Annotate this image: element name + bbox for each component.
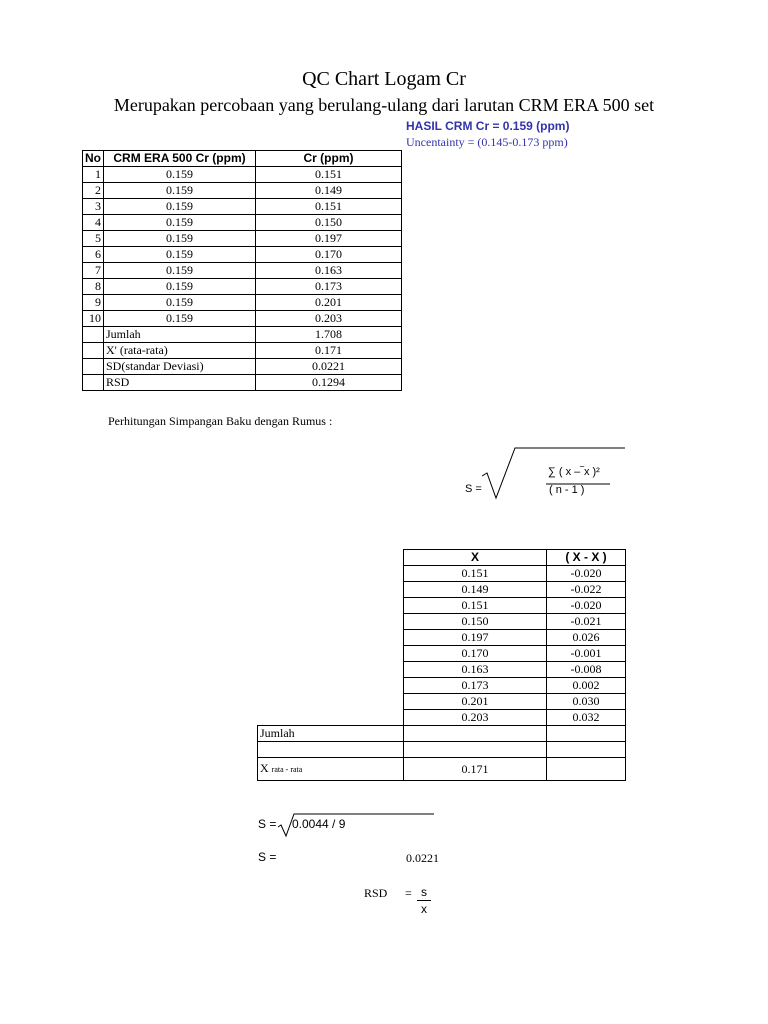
deviation-table [257, 549, 626, 781]
table-row [258, 598, 626, 614]
table-row [258, 646, 626, 662]
row-crm: 0.159 [104, 215, 256, 231]
table-row [83, 199, 402, 215]
calc-s-label: S = [258, 817, 277, 831]
empty-cell [258, 614, 404, 630]
table-header-row [258, 550, 626, 566]
page-subtitle: Merupakan percobaan yang berulang-ulang dari larutan CRM ERA 500 set [113, 95, 655, 115]
uncertainty-label: Uncentainty = (0.145-0.173 ppm) [406, 135, 568, 149]
table-row [83, 295, 402, 311]
summary-row [83, 327, 402, 343]
x-value: 0.203 [404, 710, 547, 726]
calc-s2-value: 0.0221 [406, 851, 439, 865]
empty-cell [83, 375, 104, 391]
table-row [83, 247, 402, 263]
table-row [83, 183, 402, 199]
summary-label: RSD [104, 375, 256, 391]
header-cr: Cr (ppm) [256, 151, 402, 167]
deviation-value: -0.022 [547, 582, 626, 598]
deviation-value: 0.002 [547, 678, 626, 694]
empty-cell [258, 630, 404, 646]
x-value: 0.197 [404, 630, 547, 646]
row-no: 7 [83, 263, 104, 279]
row-cr: 0.203 [256, 311, 402, 327]
empty-cell [258, 678, 404, 694]
table-row [258, 614, 626, 630]
table-row [258, 566, 626, 582]
summary-value: 0.1294 [256, 375, 402, 391]
summary-row [83, 343, 402, 359]
empty-cell [258, 598, 404, 614]
row-cr: 0.173 [256, 279, 402, 295]
row-cr: 0.197 [256, 231, 402, 247]
row-cr: 0.150 [256, 215, 402, 231]
row-crm: 0.159 [104, 311, 256, 327]
blank-cell [547, 742, 626, 758]
qc-data-table [82, 150, 402, 391]
empty-cell [83, 327, 104, 343]
deviation-value: 0.026 [547, 630, 626, 646]
table-row [258, 710, 626, 726]
xrata-x: X [260, 761, 269, 775]
deviation-value: 0.032 [547, 710, 626, 726]
x-value: 0.149 [404, 582, 547, 598]
summary-row [83, 359, 402, 375]
formula-s-label: S = [465, 483, 482, 495]
blank-cell [258, 742, 404, 758]
rsd-equals: = [405, 886, 412, 900]
table-row [83, 167, 402, 183]
empty-cell [258, 566, 404, 582]
calc-sqrt-content: 0.0044 / 9 [292, 817, 346, 831]
empty-cell [258, 646, 404, 662]
x-value: 0.163 [404, 662, 547, 678]
formula-denominator: ( n - 1 ) [549, 484, 585, 496]
row-cr: 0.149 [256, 183, 402, 199]
formula-numerator: ∑ ( x –‾x )² [548, 466, 600, 478]
rsd-fraction-line [417, 900, 431, 901]
row-crm: 0.159 [104, 167, 256, 183]
summary-label: Jumlah [104, 327, 256, 343]
jumlah-x-cell [404, 726, 547, 742]
row-cr: 0.163 [256, 263, 402, 279]
jumlah-row [258, 726, 626, 742]
row-cr: 0.170 [256, 247, 402, 263]
table-row [83, 231, 402, 247]
hasil-crm-label: HASIL CRM Cr = 0.159 (ppm) [406, 119, 570, 133]
x-value: 0.170 [404, 646, 547, 662]
row-no: 6 [83, 247, 104, 263]
jumlah-dev-cell [547, 726, 626, 742]
empty-cell [258, 694, 404, 710]
row-crm: 0.159 [104, 231, 256, 247]
row-no: 10 [83, 311, 104, 327]
header-crm: CRM ERA 500 Cr (ppm) [104, 151, 256, 167]
calc-s2-label: S = [258, 850, 277, 864]
xrata-value: 0.171 [404, 758, 547, 781]
empty-cell [258, 662, 404, 678]
table-row [83, 279, 402, 295]
row-no: 5 [83, 231, 104, 247]
row-no: 3 [83, 199, 104, 215]
header-x-minus-xbar: ( X - X ) [547, 550, 626, 566]
table-row [83, 311, 402, 327]
row-cr: 0.151 [256, 167, 402, 183]
summary-label: SD(standar Deviasi) [104, 359, 256, 375]
page-title: QC Chart Logam Cr [302, 68, 466, 90]
row-cr: 0.151 [256, 199, 402, 215]
row-no: 9 [83, 295, 104, 311]
summary-value: 1.708 [256, 327, 402, 343]
table-row [258, 582, 626, 598]
x-value: 0.201 [404, 694, 547, 710]
perhitungan-text: Perhitungan Simpangan Baku dengan Rumus : [108, 414, 333, 428]
header-no: No [83, 151, 104, 167]
deviation-value: -0.008 [547, 662, 626, 678]
row-crm: 0.159 [104, 199, 256, 215]
empty-cell [258, 710, 404, 726]
deviation-value: -0.020 [547, 566, 626, 582]
xrata-empty [547, 758, 626, 781]
table-row [258, 678, 626, 694]
deviation-value: -0.020 [547, 598, 626, 614]
row-crm: 0.159 [104, 183, 256, 199]
table-row [258, 630, 626, 646]
rsd-numerator: s [421, 885, 427, 899]
deviation-value: -0.001 [547, 646, 626, 662]
x-value: 0.150 [404, 614, 547, 630]
rsd-denominator: x [421, 902, 427, 916]
row-cr: 0.201 [256, 295, 402, 311]
row-no: 1 [83, 167, 104, 183]
table-row [258, 694, 626, 710]
blank-row [258, 742, 626, 758]
table-row [258, 662, 626, 678]
xrata-sub: rata - rata [271, 765, 303, 774]
table-header-row [83, 151, 402, 167]
empty-cell [258, 550, 404, 566]
summary-value: 0.171 [256, 343, 402, 359]
row-crm: 0.159 [104, 247, 256, 263]
row-no: 2 [83, 183, 104, 199]
x-value: 0.151 [404, 566, 547, 582]
empty-cell [83, 359, 104, 375]
row-crm: 0.159 [104, 263, 256, 279]
blank-cell [404, 742, 547, 758]
deviation-value: -0.021 [547, 614, 626, 630]
table-row [83, 263, 402, 279]
empty-cell [258, 582, 404, 598]
x-value: 0.173 [404, 678, 547, 694]
header-x: X [404, 550, 547, 566]
summary-value: 0.0221 [256, 359, 402, 375]
row-crm: 0.159 [104, 295, 256, 311]
summary-label: X' (rata-rata) [104, 343, 256, 359]
table-row [83, 215, 402, 231]
deviation-value: 0.030 [547, 694, 626, 710]
rsd-label: RSD [364, 886, 388, 900]
xrata-label [258, 758, 404, 781]
x-value: 0.151 [404, 598, 547, 614]
row-crm: 0.159 [104, 279, 256, 295]
empty-cell [83, 343, 104, 359]
jumlah-label: Jumlah [258, 726, 404, 742]
row-no: 4 [83, 215, 104, 231]
summary-row [83, 375, 402, 391]
row-no: 8 [83, 279, 104, 295]
xrata-row [258, 758, 626, 781]
